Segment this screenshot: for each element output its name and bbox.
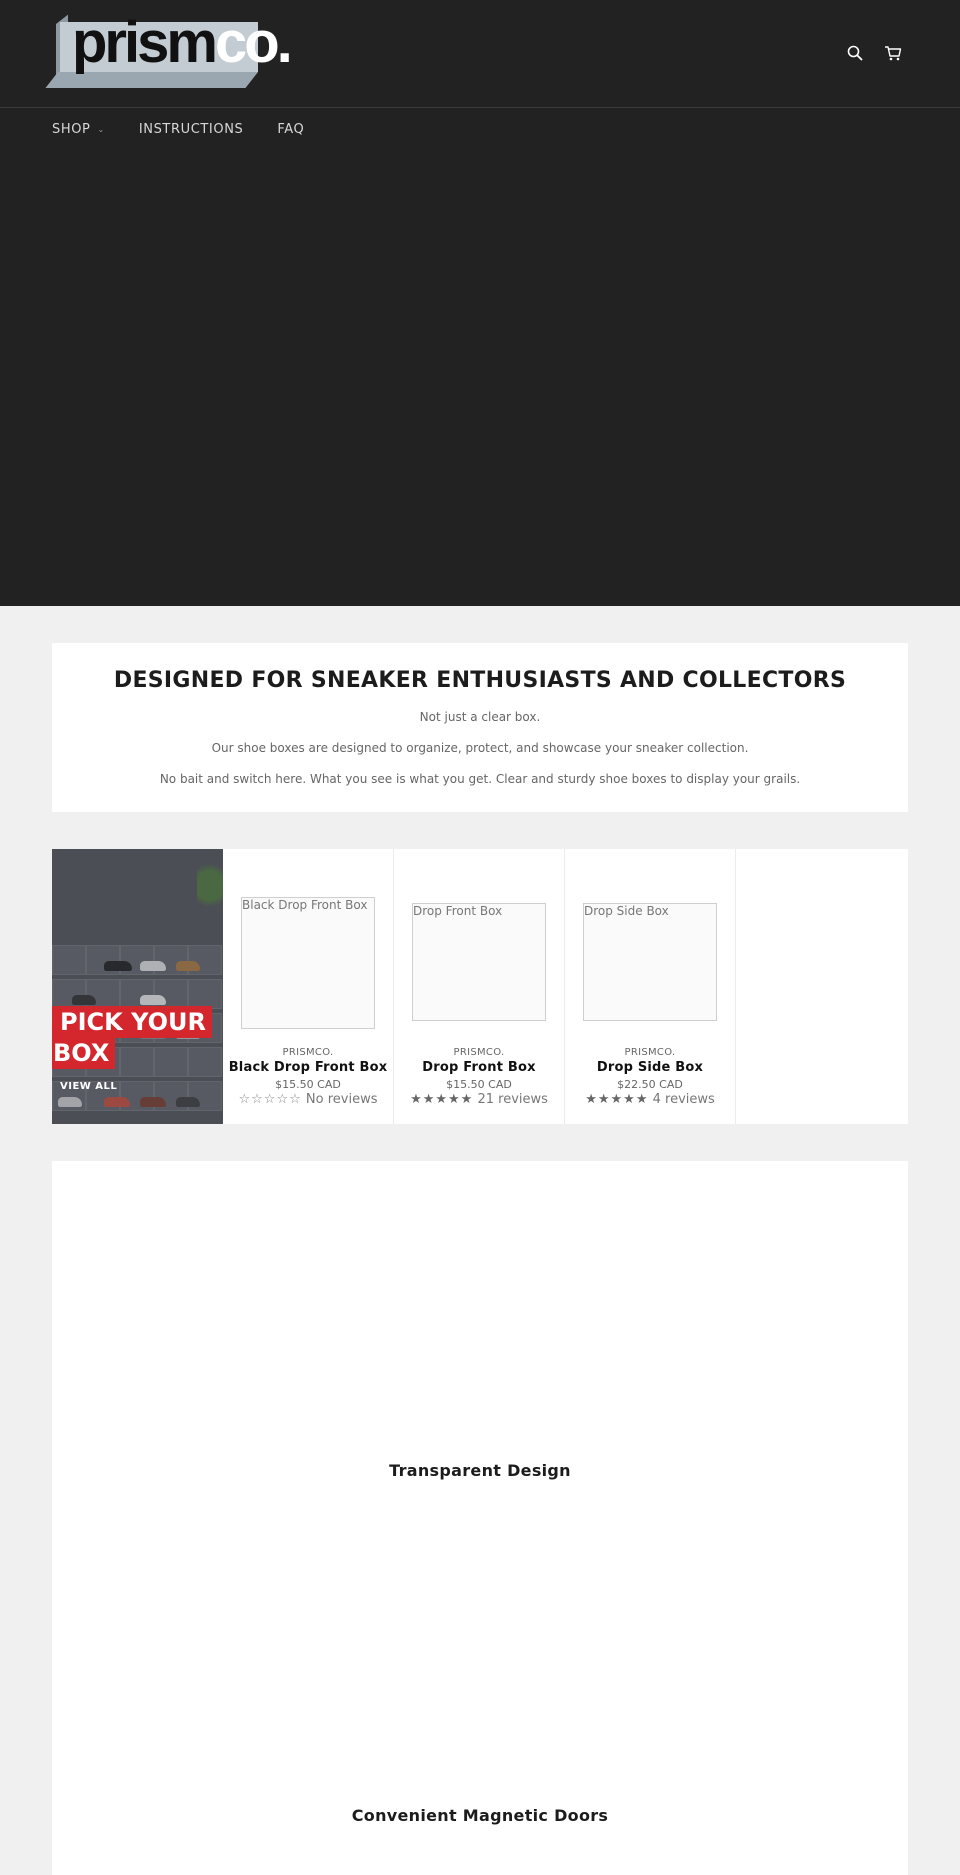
product-card-drop-side-box[interactable] bbox=[565, 849, 736, 1124]
site-logo[interactable] bbox=[52, 10, 290, 90]
intro-section bbox=[52, 643, 908, 812]
feature-title-magnetic-doors: Convenient Magnetic Doors bbox=[351, 1806, 609, 1825]
site-header bbox=[0, 0, 960, 606]
intro-line: Not just a clear box. bbox=[419, 710, 541, 724]
logo-word-light: co. bbox=[214, 10, 290, 75]
nav-item-label: INSTRUCTIONS bbox=[138, 122, 244, 137]
feature-title-transparent-design: Transparent Design bbox=[389, 1461, 571, 1480]
product-price: $22.50 CAD bbox=[617, 1078, 683, 1091]
promo-title-line1: PICK YOUR bbox=[52, 1006, 212, 1038]
nav-item-instructions[interactable] bbox=[139, 122, 244, 137]
nav-item-label: SHOP bbox=[52, 122, 91, 137]
product-vendor: PRISMCO. bbox=[282, 1047, 334, 1058]
nav-item-shop[interactable] bbox=[52, 122, 105, 137]
nav-item-label: FAQ bbox=[277, 122, 305, 137]
star-rating-icon: ☆☆☆☆☆ bbox=[238, 1092, 302, 1107]
product-card-drop-front-box[interactable] bbox=[394, 849, 565, 1124]
collection-promo-tile[interactable] bbox=[52, 849, 223, 1124]
header-top-bar bbox=[0, 0, 960, 108]
product-price: $15.50 CAD bbox=[275, 1078, 341, 1091]
header-icons bbox=[846, 44, 902, 62]
product-rating bbox=[223, 1092, 393, 1107]
promo-title-line2: BOX bbox=[52, 1037, 115, 1069]
review-count: 21 reviews bbox=[477, 1092, 548, 1107]
star-rating-icon: ★★★★★ bbox=[585, 1092, 649, 1107]
chevron-down-icon: ⌄ bbox=[97, 125, 105, 134]
view-all-link[interactable]: VIEW ALL bbox=[60, 1081, 118, 1092]
logo-wordmark bbox=[72, 10, 290, 75]
product-image[interactable]: Drop Side Box bbox=[583, 903, 717, 1021]
product-rating bbox=[565, 1092, 735, 1107]
intro-line: No bait and switch here. What you see is what you get. Clear and sturdy shoe boxes to display your grails. bbox=[159, 772, 801, 786]
product-vendor: PRISMCO. bbox=[453, 1047, 505, 1058]
product-name[interactable]: Drop Front Box bbox=[422, 1060, 536, 1075]
review-count: 4 reviews bbox=[652, 1092, 715, 1107]
logo-word-dark: prism bbox=[72, 10, 215, 75]
product-card-black-drop-front-box[interactable] bbox=[223, 849, 394, 1124]
product-image[interactable]: Drop Front Box bbox=[412, 903, 546, 1021]
review-count: No reviews bbox=[305, 1092, 378, 1107]
cart-icon[interactable] bbox=[884, 44, 902, 62]
product-vendor: PRISMCO. bbox=[624, 1047, 676, 1058]
star-rating-icon: ★★★★★ bbox=[410, 1092, 474, 1107]
product-name[interactable]: Black Drop Front Box bbox=[228, 1060, 388, 1075]
features-section bbox=[52, 1161, 908, 1875]
product-name[interactable]: Drop Side Box bbox=[596, 1060, 704, 1075]
product-rating bbox=[394, 1092, 564, 1107]
search-icon[interactable] bbox=[846, 44, 864, 62]
product-price: $15.50 CAD bbox=[446, 1078, 512, 1091]
product-image[interactable]: Black Drop Front Box bbox=[241, 897, 375, 1029]
featured-collection bbox=[52, 849, 908, 1124]
nav-item-faq[interactable] bbox=[277, 122, 304, 137]
intro-title: DESIGNED FOR SNEAKER ENTHUSIASTS AND COLLECTORS bbox=[113, 668, 847, 693]
main-nav bbox=[52, 122, 304, 137]
intro-line: Our shoe boxes are designed to organize, protect, and showcase your sneaker collection. bbox=[211, 741, 749, 755]
